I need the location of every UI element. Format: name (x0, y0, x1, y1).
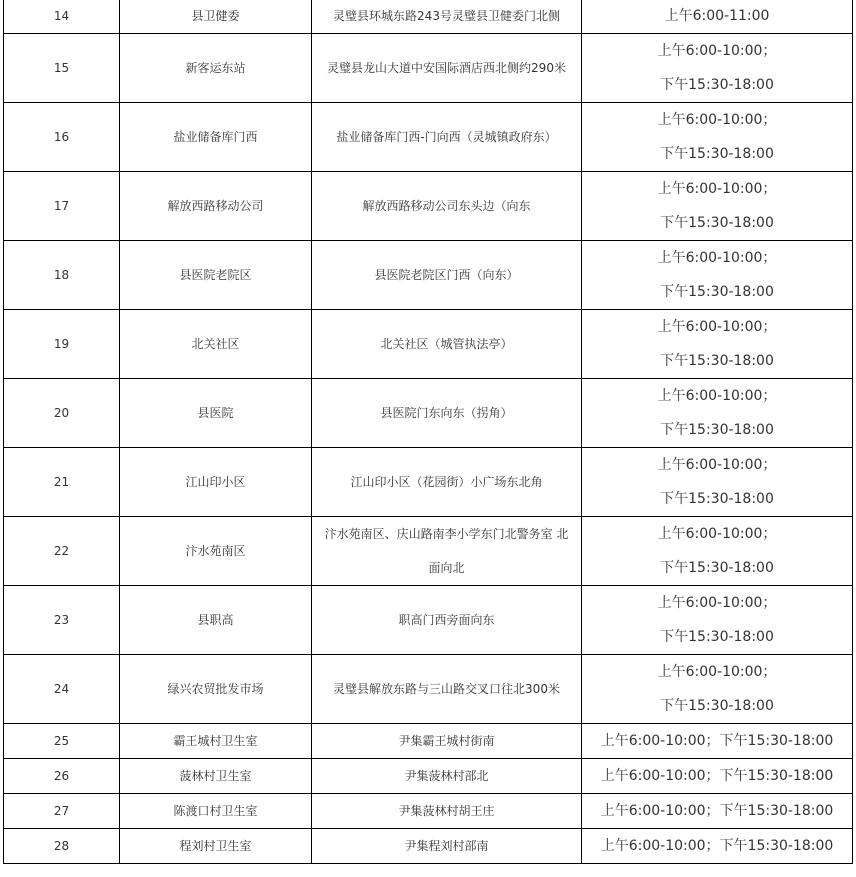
opening-hours-line: 上午6:00-10:00； (657, 181, 777, 197)
site-name-cell: 盐业储备库门西 (120, 103, 312, 172)
site-address-line: 面向北 (428, 561, 465, 575)
table-row (4, 379, 853, 448)
site-address-line: 尹集菠林村胡王庄 (398, 804, 495, 818)
opening-hours-line: 下午15:30-18:00 (660, 284, 774, 300)
opening-hours-cell (582, 655, 853, 724)
opening-hours-cell (582, 517, 853, 586)
opening-hours-cell (582, 172, 853, 241)
opening-hours-cell (582, 310, 853, 379)
opening-hours-line: 下午15:30-18:00 (660, 491, 774, 507)
opening-hours-cell (582, 759, 853, 794)
site-name-cell: 汴水苑南区 (120, 517, 312, 586)
opening-hours-cell (582, 829, 853, 864)
site-address-line: 汴水苑南区、庆山路南李小学东门北警务室 北 (324, 527, 569, 541)
opening-hours-line: 上午6:00-10:00；下午15:30-18:00 (600, 733, 834, 749)
table-row (4, 448, 853, 517)
opening-hours-cell (582, 103, 853, 172)
opening-hours-line: 上午6:00-10:00； (657, 595, 777, 611)
site-name-cell: 县医院 (120, 379, 312, 448)
sampling-sites-table (3, 0, 853, 864)
opening-hours-line: 下午15:30-18:00 (660, 146, 774, 162)
opening-hours-line: 上午6:00-10:00；下午15:30-18:00 (600, 803, 834, 819)
row-number-cell: 23 (4, 586, 120, 655)
row-number-cell: 26 (4, 759, 120, 794)
opening-hours-line: 上午6:00-10:00； (657, 250, 777, 266)
opening-hours-line: 下午15:30-18:00 (660, 560, 774, 576)
opening-hours-cell (582, 724, 853, 759)
site-address-line: 灵璧县解放东路与三山路交叉口往北300米 (333, 682, 560, 696)
opening-hours-line: 下午15:30-18:00 (660, 698, 774, 714)
site-address-line: 县医院门东向东（拐角） (380, 406, 513, 420)
row-number-cell: 22 (4, 517, 120, 586)
site-address-cell (312, 448, 582, 517)
site-address-line: 灵璧县龙山大道中安国际酒店西北侧约290米 (327, 61, 566, 75)
row-number-cell: 18 (4, 241, 120, 310)
opening-hours-cell (582, 448, 853, 517)
opening-hours-line: 下午15:30-18:00 (660, 422, 774, 438)
site-address-line: 盐业储备库门西-门向西（灵城镇政府东） (336, 130, 557, 144)
opening-hours-line: 上午6:00-10:00； (657, 664, 777, 680)
opening-hours-cell (582, 794, 853, 829)
table-row (4, 172, 853, 241)
table-row (4, 586, 853, 655)
site-address-line: 尹集程刘村部南 (404, 839, 489, 853)
site-name-cell: 江山印小区 (120, 448, 312, 517)
row-number-cell: 16 (4, 103, 120, 172)
site-address-line: 灵璧县环城东路243号灵璧县卫健委门北侧 (333, 9, 560, 23)
site-address-cell (312, 759, 582, 794)
site-name-cell: 霸王城村卫生室 (120, 724, 312, 759)
opening-hours-cell (582, 0, 853, 34)
table-row (4, 759, 853, 794)
site-name-cell: 北关社区 (120, 310, 312, 379)
opening-hours-line: 上午6:00-10:00；下午15:30-18:00 (600, 838, 834, 854)
table-row (4, 0, 853, 34)
site-address-cell (312, 34, 582, 103)
opening-hours-line: 上午6:00-10:00； (657, 388, 777, 404)
row-number-cell: 24 (4, 655, 120, 724)
site-address-line: 解放西路移动公司东头边（向东 (362, 199, 531, 213)
opening-hours-cell (582, 34, 853, 103)
table-row (4, 517, 853, 586)
site-name-cell: 菠林村卫生室 (120, 759, 312, 794)
row-number-cell: 19 (4, 310, 120, 379)
site-name-cell: 县卫健委 (120, 0, 312, 34)
opening-hours-line: 上午6:00-10:00； (657, 112, 777, 128)
table-row (4, 103, 853, 172)
row-number-cell: 25 (4, 724, 120, 759)
site-address-cell (312, 724, 582, 759)
table-row (4, 241, 853, 310)
opening-hours-line: 上午6:00-10:00； (657, 457, 777, 473)
site-name-cell: 绿兴农贸批发市场 (120, 655, 312, 724)
row-number-cell: 14 (4, 0, 120, 34)
opening-hours-line: 下午15:30-18:00 (660, 353, 774, 369)
opening-hours-line: 上午6:00-10:00； (657, 319, 777, 335)
site-name-cell: 程刘村卫生室 (120, 829, 312, 864)
site-address-cell (312, 172, 582, 241)
row-number-cell: 28 (4, 829, 120, 864)
table-row (4, 724, 853, 759)
site-address-line: 职高门西旁面向东 (398, 613, 495, 627)
site-address-cell (312, 310, 582, 379)
opening-hours-cell (582, 241, 853, 310)
site-address-cell (312, 379, 582, 448)
row-number-cell: 17 (4, 172, 120, 241)
site-address-line: 尹集菠林村部北 (404, 769, 489, 783)
opening-hours-line: 下午15:30-18:00 (660, 215, 774, 231)
opening-hours-cell (582, 379, 853, 448)
opening-hours-line: 上午6:00-10:00； (657, 43, 777, 59)
row-number-cell: 15 (4, 34, 120, 103)
site-address-cell (312, 517, 582, 586)
site-address-cell (312, 241, 582, 310)
site-address-cell (312, 655, 582, 724)
opening-hours-cell (582, 586, 853, 655)
site-name-cell: 县职高 (120, 586, 312, 655)
site-address-cell (312, 586, 582, 655)
site-name-cell: 陈渡口村卫生室 (120, 794, 312, 829)
site-name-cell: 新客运东站 (120, 34, 312, 103)
opening-hours-line: 上午6:00-10:00；下午15:30-18:00 (600, 768, 834, 784)
site-address-cell (312, 829, 582, 864)
site-address-cell (312, 794, 582, 829)
table-row (4, 794, 853, 829)
site-address-line: 县医院老院区门西（向东） (374, 268, 519, 282)
site-address-line: 北关社区（城管执法亭） (380, 337, 513, 351)
table-row (4, 655, 853, 724)
table-row (4, 34, 853, 103)
row-number-cell: 27 (4, 794, 120, 829)
opening-hours-line: 上午6:00-10:00； (657, 526, 777, 542)
opening-hours-line: 上午6:00-11:00 (664, 8, 770, 24)
table-row (4, 310, 853, 379)
site-name-cell: 县医院老院区 (120, 241, 312, 310)
opening-hours-line: 下午15:30-18:00 (660, 629, 774, 645)
row-number-cell: 21 (4, 448, 120, 517)
site-name-cell: 解放西路移动公司 (120, 172, 312, 241)
table-body (4, 0, 853, 864)
row-number-cell: 20 (4, 379, 120, 448)
site-address-line: 尹集霸王城村街南 (398, 734, 495, 748)
opening-hours-line: 下午15:30-18:00 (660, 77, 774, 93)
site-address-line: 江山印小区（花园街）小广场东北角 (350, 475, 543, 489)
site-address-cell (312, 103, 582, 172)
site-address-cell (312, 0, 582, 34)
table-row (4, 829, 853, 864)
